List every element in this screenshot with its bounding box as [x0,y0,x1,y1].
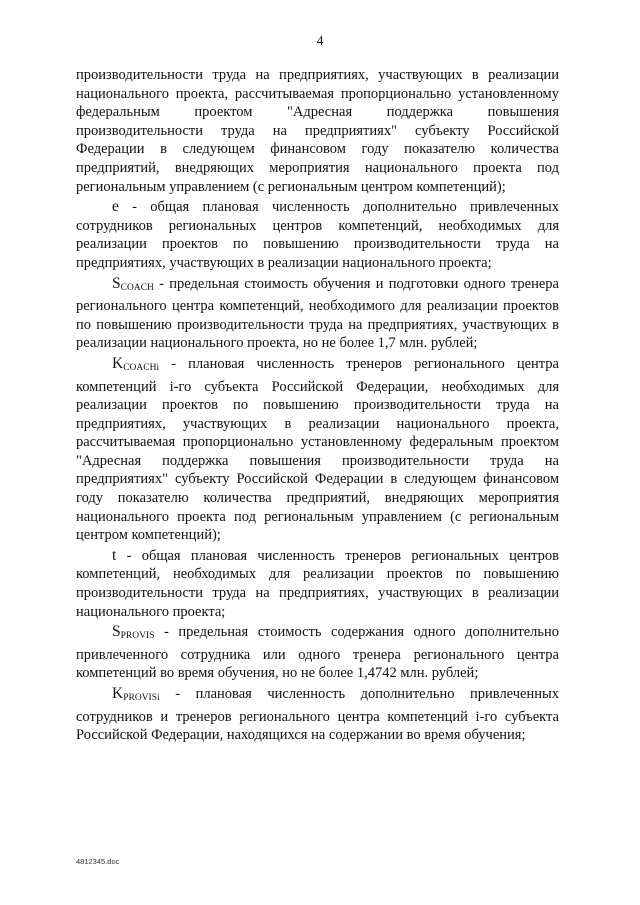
definition-s-coach [76,275,559,353]
document-body [76,66,559,745]
symbol-s-coach: $S_{COACH}$ [112,274,154,293]
definition-e [76,198,559,272]
document-filename: 4812345.doc [76,857,120,866]
symbol-k-provis: $K_{PROVISi}$ [112,685,160,703]
definition-text: - общая плановая численность дополнительно привлеченных сотрудников региональных центров компетенций, необходимых для реализации проектов по повышению производительности труда на предприятиях, участвующих в реализации национального проекта; [76,199,559,271]
page-number: 4 [316,34,324,49]
symbol-s-provis: $S_{PROVIS}$ [112,623,155,642]
paragraph-text: производительности труда на предприятиях, участвующих в реализации национального проекта, рассчитываемая пропорционально установленному федеральным проектом "Адресная поддержка повышения производительности труда на предприятиях" субъекту Российской Федерации в следующем финансовом году показателю количества предприятий, внедряющих мероприятия национального проекта под региональным управлением (с региональным центром компетенций); [76,67,559,195]
symbol-t: t [112,546,117,564]
definition-text: - плановая численность тренеров регионального центра компетенций i-го субъекта Российской Федерации, необходимых для реализации проектов по повышению производительности труда на предприятиях, участвующих в реализации национального проекта, рассчитываемая пропорционально установленному федеральным проектом "Адресная поддержка повышения производительности труда на предприятиях" субъекту Российской Федерации в следующем финансовом году показателю количества предприятий, внедряющих мероприятия национального проекта под региональным управлением (с региональным центром компетенций); [76,355,559,544]
definition-k-provis [76,685,559,745]
definition-text: - общая плановая численность тренеров региональных центров компетенций, необходимых для реализации проектов по повышению производительности труда на предприятиях, участвующих в реализации национального проекта; [76,547,559,620]
definition-text: - предельная стоимость обучения и подготовки одного тренера регионального центра компетенций, необходимого для реализации проектов по повышению производительности труда на предприятиях, участвующих в реализации национального проекта, но не более 1,7 млн. рублей; [76,275,559,352]
definition-text: - плановая численность дополнительно привлеченных сотрудников и тренеров регионального центра компетенций i-го субъекта Российской Федерации, находящихся на содержании во время обучения; [76,686,559,744]
definition-s-provis [76,623,559,683]
symbol-e: е [112,198,119,216]
definition-t [76,547,559,621]
paragraph-continuation [76,66,559,196]
definition-text: - предельная стоимость содержания одного дополнительно привлеченного сотрудника или одного тренера регионального центра компетенций во время обучения, но не более 1,4742 млн. рублей; [76,624,559,682]
symbol-k-coach: $K_{COACHi}$ [112,354,160,373]
definition-k-coach [76,355,559,545]
